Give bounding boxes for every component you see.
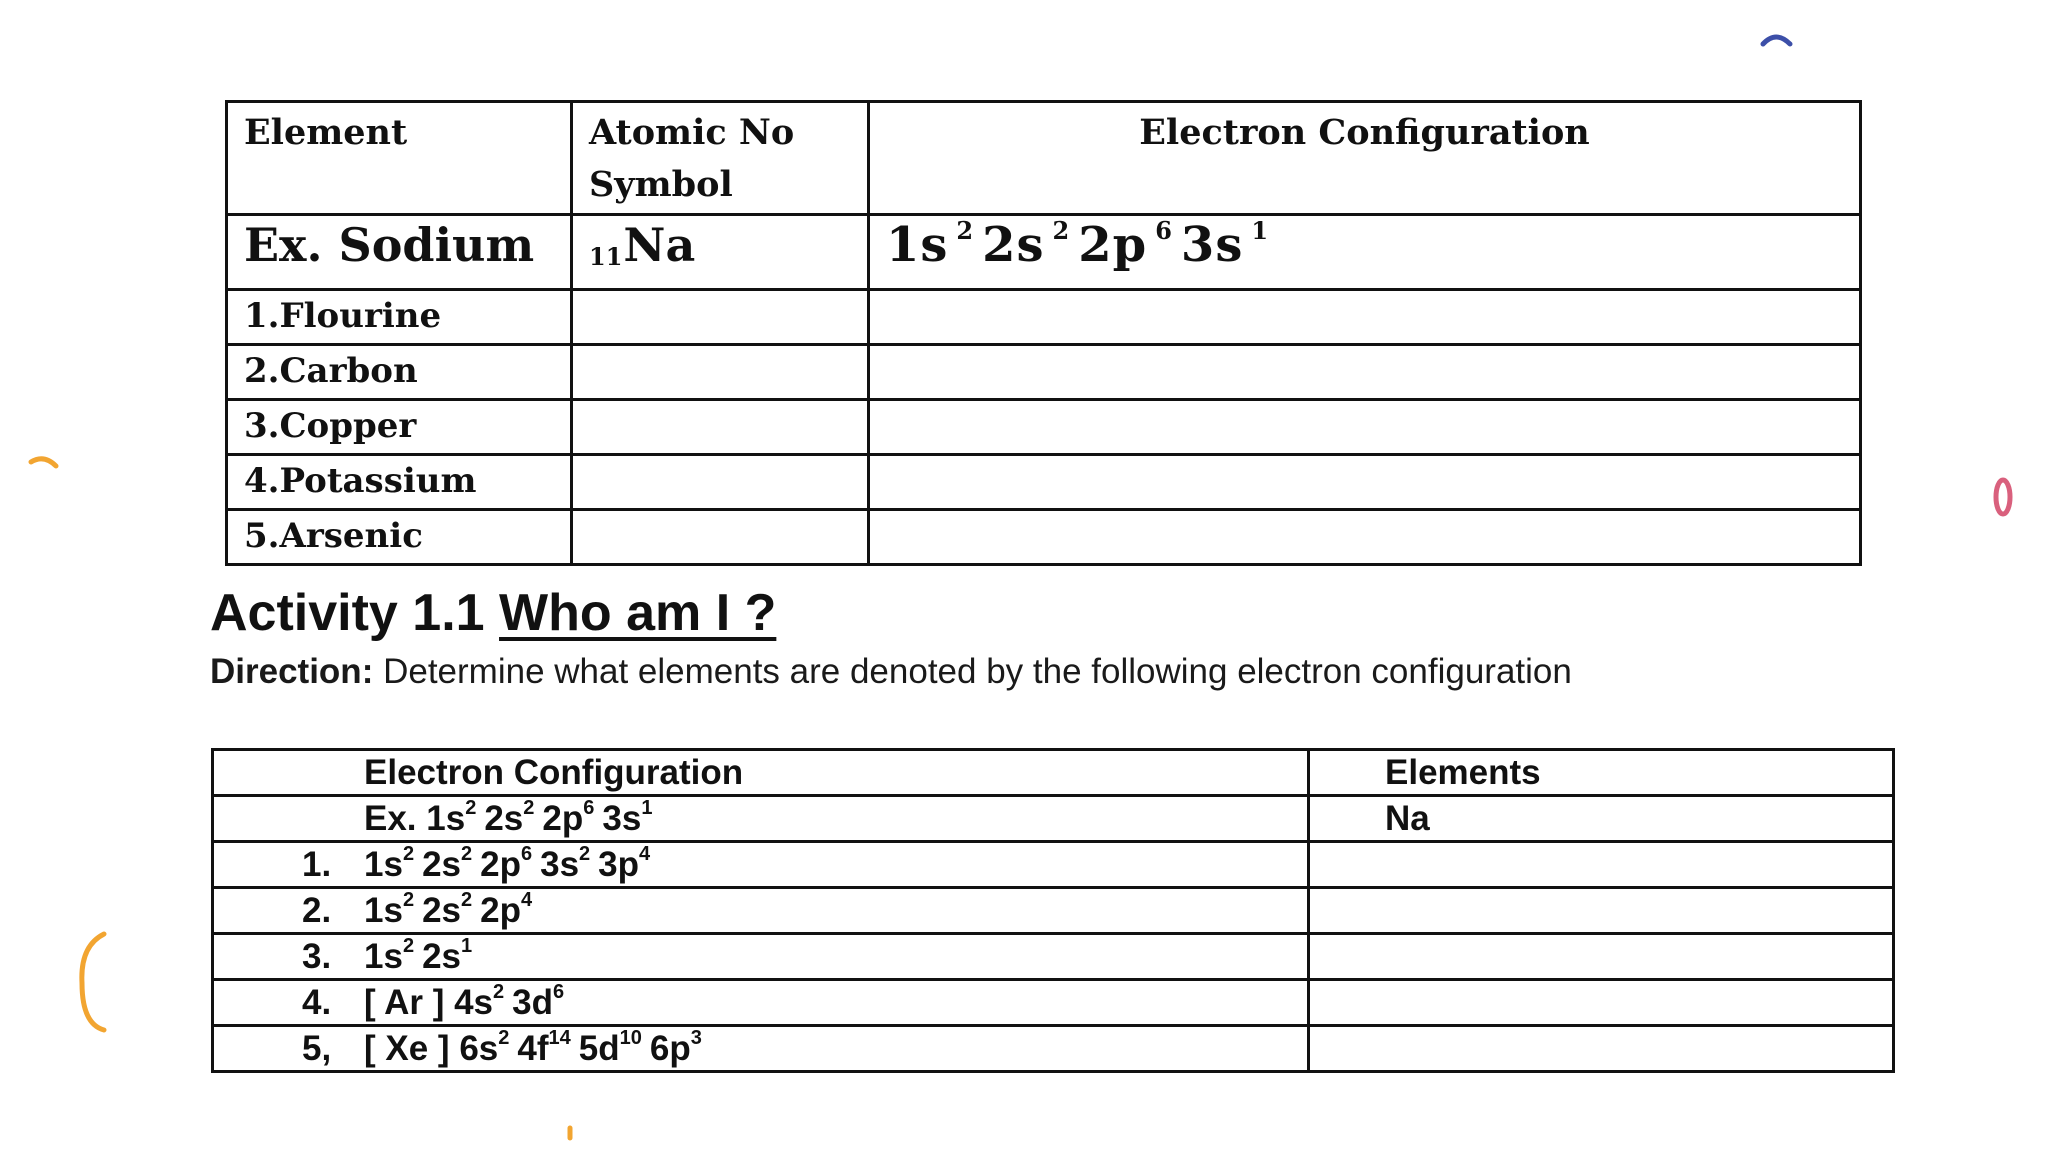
orbital: 3s	[602, 799, 642, 838]
table2-row	[213, 934, 1894, 980]
electron-count: 6	[553, 981, 565, 1003]
pen-mark-dot	[564, 1124, 576, 1144]
orbital: 3d	[512, 983, 554, 1022]
electron-count: 4	[639, 843, 651, 865]
orbital: 4f	[517, 1029, 549, 1068]
row-config-text	[364, 937, 480, 976]
table2-row	[213, 980, 1894, 1026]
row-number: 3.	[302, 937, 332, 976]
row-config-blank	[869, 455, 1861, 510]
element-config-table	[225, 100, 1862, 566]
header-atomic-symbol	[572, 102, 869, 215]
table1-row	[227, 455, 1861, 510]
header-atomic-line2: Symbol	[589, 164, 733, 205]
example-symbol	[572, 215, 869, 290]
row-atomic-symbol-blank	[572, 400, 869, 455]
electron-count: 1	[1251, 216, 1270, 245]
orbital: 3s	[1180, 217, 1244, 273]
orbital: 2p	[542, 799, 584, 838]
orbital: 2p	[1078, 217, 1148, 273]
electron-count: 2	[402, 935, 415, 957]
row-config-cell	[213, 980, 1309, 1026]
row-config-cell	[213, 934, 1309, 980]
electron-count: 1	[461, 935, 473, 957]
electron-count: 2	[402, 843, 415, 865]
row-config-text	[364, 983, 572, 1022]
orbital: 3s	[540, 845, 580, 884]
electron-count: 6	[1155, 216, 1173, 245]
example-config-cell	[213, 796, 1309, 842]
table2-row	[213, 842, 1894, 888]
orbital: 1s	[364, 891, 403, 930]
who-am-i-table	[211, 748, 1895, 1073]
electron-count: 2	[523, 797, 535, 819]
example-atomic-number: 11	[589, 242, 623, 271]
row-number: 2.	[302, 891, 332, 930]
electron-count: 2	[402, 889, 415, 911]
orbital: 6s	[459, 1029, 499, 1068]
direction-label: Direction:	[210, 652, 374, 691]
electron-count: 2	[461, 889, 473, 911]
example-config-text	[426, 799, 660, 838]
example-element-answer: Na	[1309, 796, 1894, 842]
header-config: Electron Configuration	[213, 750, 1309, 796]
row-atomic-symbol-blank	[572, 455, 869, 510]
orbital: 2s	[422, 891, 461, 930]
table1-header-row	[227, 102, 1861, 215]
orbital: 2p	[480, 891, 521, 930]
pen-stroke	[82, 934, 104, 1030]
row-element: 4.Potassium	[227, 455, 572, 510]
example-config	[869, 215, 1861, 290]
electron-count: 3	[690, 1027, 702, 1049]
header-elements: Elements	[1309, 750, 1894, 796]
example-symbol-text: Na	[623, 218, 696, 272]
electron-count: 6	[520, 843, 533, 865]
electron-count: 2	[465, 797, 477, 819]
electron-count: 2	[493, 981, 505, 1003]
table2-row	[213, 1026, 1894, 1072]
pen-mark-top	[1758, 30, 1798, 54]
row-element-blank	[1309, 842, 1894, 888]
electron-count: 2	[1052, 216, 1071, 245]
row-config-text	[364, 891, 540, 930]
row-config-text	[364, 1029, 710, 1068]
activity-name: Who am I ?	[499, 584, 777, 642]
row-atomic-symbol-blank	[572, 290, 869, 345]
orbital: 2p	[480, 845, 521, 884]
row-config-cell	[213, 888, 1309, 934]
example-prefix: Ex.	[364, 799, 417, 838]
orbital: 5d	[578, 1029, 620, 1068]
orbital: 2s	[422, 937, 461, 976]
table1-row	[227, 290, 1861, 345]
electron-count: 14	[548, 1027, 571, 1049]
row-config-blank	[869, 510, 1861, 565]
header-electron-config: Electron Configuration	[869, 102, 1861, 215]
table1-example-row	[227, 215, 1861, 290]
orbital: 3p	[598, 845, 640, 884]
row-element-blank	[1309, 980, 1894, 1026]
header-element: Element	[227, 102, 572, 215]
row-config-text	[364, 845, 658, 884]
pen-stroke	[1763, 37, 1790, 44]
row-element: 1.Flourine	[227, 290, 572, 345]
header-atomic-line1: Atomic No	[589, 112, 795, 153]
row-config-blank	[869, 290, 1861, 345]
orbital: 2s	[982, 217, 1045, 273]
direction-text	[210, 652, 1572, 692]
orbital: 1s	[364, 845, 403, 884]
orbital: 1s	[886, 217, 949, 273]
orbital: 2s	[422, 845, 461, 884]
electron-count: 2	[579, 843, 591, 865]
row-element-blank	[1309, 1026, 1894, 1072]
table2-header-row	[213, 750, 1894, 796]
pen-mark-right	[1988, 472, 2018, 522]
row-element-blank	[1309, 934, 1894, 980]
row-number: 5,	[302, 1029, 332, 1068]
electron-count: 2	[498, 1027, 510, 1049]
row-config-blank	[869, 345, 1861, 400]
table1-row	[227, 510, 1861, 565]
electron-count: 1	[641, 797, 653, 819]
table1-row	[227, 400, 1861, 455]
activity-title	[210, 583, 776, 643]
orbital: 2s	[484, 799, 524, 838]
activity-number: Activity 1.1	[210, 584, 485, 642]
orbital: [ Xe ]	[364, 1029, 450, 1068]
pen-stroke	[1996, 480, 2010, 514]
pen-mark-left	[26, 452, 66, 476]
electron-count: 10	[619, 1027, 642, 1049]
orbital: 6p	[649, 1029, 691, 1068]
electron-count: 6	[583, 797, 595, 819]
pen-mark-bracket	[74, 928, 114, 1038]
row-config-cell	[213, 1026, 1309, 1072]
table2-row	[213, 888, 1894, 934]
electron-count: 2	[956, 216, 975, 245]
row-config-blank	[869, 400, 1861, 455]
orbital: 1s	[364, 937, 403, 976]
row-config-cell	[213, 842, 1309, 888]
row-number: 4.	[302, 983, 332, 1022]
orbital: 4s	[454, 983, 494, 1022]
row-element: 3.Copper	[227, 400, 572, 455]
table2-example-row	[213, 796, 1894, 842]
direction-body: Determine what elements are denoted by the following electron configuration	[383, 652, 1572, 691]
row-element: 5.Arsenic	[227, 510, 572, 565]
electron-count: 2	[461, 843, 473, 865]
orbital: 1s	[426, 799, 466, 838]
orbital: [ Ar ]	[364, 983, 445, 1022]
row-element-blank	[1309, 888, 1894, 934]
table1-row	[227, 345, 1861, 400]
pen-stroke	[31, 459, 56, 466]
row-number: 1.	[302, 845, 332, 884]
electron-count: 4	[520, 889, 533, 911]
row-atomic-symbol-blank	[572, 510, 869, 565]
row-element: 2.Carbon	[227, 345, 572, 400]
row-atomic-symbol-blank	[572, 345, 869, 400]
example-element: Ex. Sodium	[227, 215, 572, 290]
